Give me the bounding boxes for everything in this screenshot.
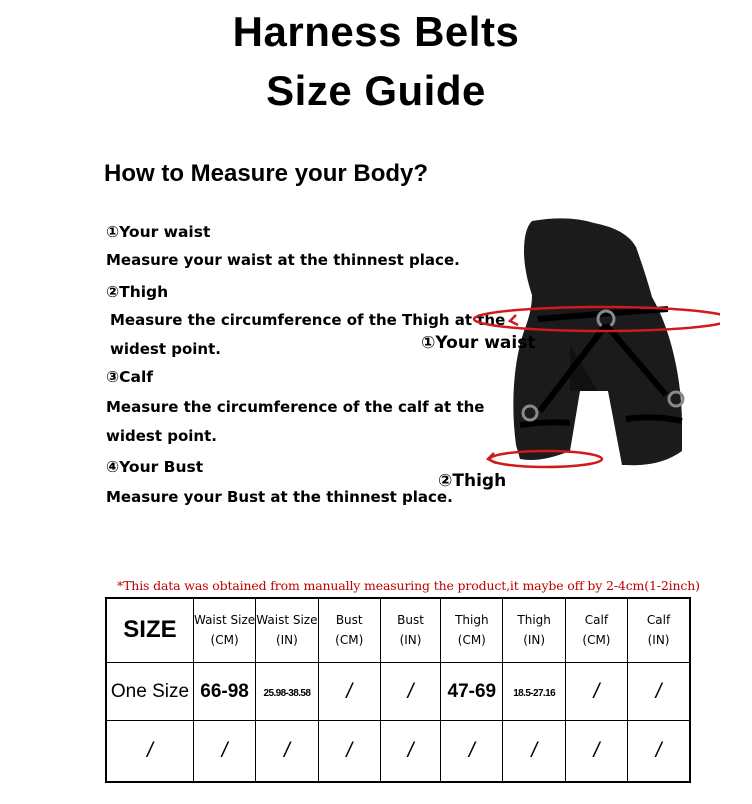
- cell-calf-cm: /: [565, 662, 627, 721]
- cell-thigh-cm: /: [441, 721, 503, 782]
- header-waist-cm: Waist Size (CM): [193, 598, 255, 662]
- header-thigh-cm: Thigh (CM): [441, 598, 503, 662]
- page-title-line-1: Harness Belts: [232, 8, 520, 55]
- cell-thigh-cm: 47-69: [441, 662, 503, 721]
- cell-bust-in: /: [380, 662, 440, 721]
- header-bust-in: Bust (IN): [380, 598, 440, 662]
- cell-waist-cm: 66-98: [193, 662, 255, 721]
- cell-calf-in: /: [628, 662, 690, 721]
- cell-bust-in: /: [380, 721, 440, 782]
- step-waist-description: Measure your waist at the thinnest place.: [106, 251, 460, 269]
- header-thigh-in: Thigh (IN): [503, 598, 565, 662]
- header-calf-cm: Calf (CM): [565, 598, 627, 662]
- cell-bust-cm: /: [318, 662, 380, 721]
- step-thigh-label: ②Thigh: [106, 283, 169, 301]
- cell-waist-cm: /: [193, 721, 255, 782]
- measurement-disclaimer: *This data was obtained from manually measuring the product,it maybe off by 2-4cm(1-2inch): [117, 578, 700, 593]
- cell-thigh-in: 18.5-27.16: [503, 662, 565, 721]
- step-calf-label: ③Calf: [106, 368, 154, 386]
- cell-bust-cm: /: [318, 721, 380, 782]
- thigh-strap-left: [520, 422, 570, 425]
- thigh-strap-right: [626, 417, 682, 421]
- section-heading: How to Measure your Body?: [104, 160, 429, 187]
- header-calf-in: Calf (IN): [628, 598, 690, 662]
- cell-waist-in: 25.98-38.58: [256, 662, 318, 721]
- header-bust-cm: Bust (CM): [318, 598, 380, 662]
- table-header-row: [106, 598, 690, 662]
- harness-mannequin-illustration: [420, 215, 720, 515]
- cell-thigh-in: /: [503, 721, 565, 782]
- illustration-callout-thigh: ②Thigh: [438, 471, 507, 491]
- page-title-line-2: Size Guide: [266, 67, 486, 114]
- header-waist-in: Waist Size (IN): [256, 598, 318, 662]
- cell-calf-in: /: [628, 721, 690, 782]
- step-waist-label: ①Your waist: [106, 223, 211, 241]
- waist-measure-arrow: [510, 315, 518, 325]
- step-calf-description-line-2: widest point.: [106, 427, 217, 445]
- mannequin-silhouette: [513, 218, 682, 465]
- step-thigh-description-line-1: Measure the circumference of the Thigh at the: [110, 311, 506, 329]
- cell-waist-in: /: [256, 721, 318, 782]
- table-row: [106, 721, 690, 782]
- table-row: [106, 662, 690, 721]
- cell-size: /: [106, 721, 193, 782]
- step-thigh-description-line-2: widest point.: [110, 340, 221, 358]
- step-bust-label: ④Your Bust: [106, 458, 204, 476]
- size-chart-table: [105, 597, 691, 783]
- step-calf-description-line-1: Measure the circumference of the calf at the: [106, 398, 485, 416]
- illustration-callout-waist: ①Your waist: [421, 333, 536, 353]
- step-bust-description: Measure your Bust at the thinnest place.: [106, 488, 453, 506]
- cell-size: One Size: [106, 662, 193, 721]
- cell-calf-cm: /: [565, 721, 627, 782]
- header-size: SIZE: [106, 598, 193, 662]
